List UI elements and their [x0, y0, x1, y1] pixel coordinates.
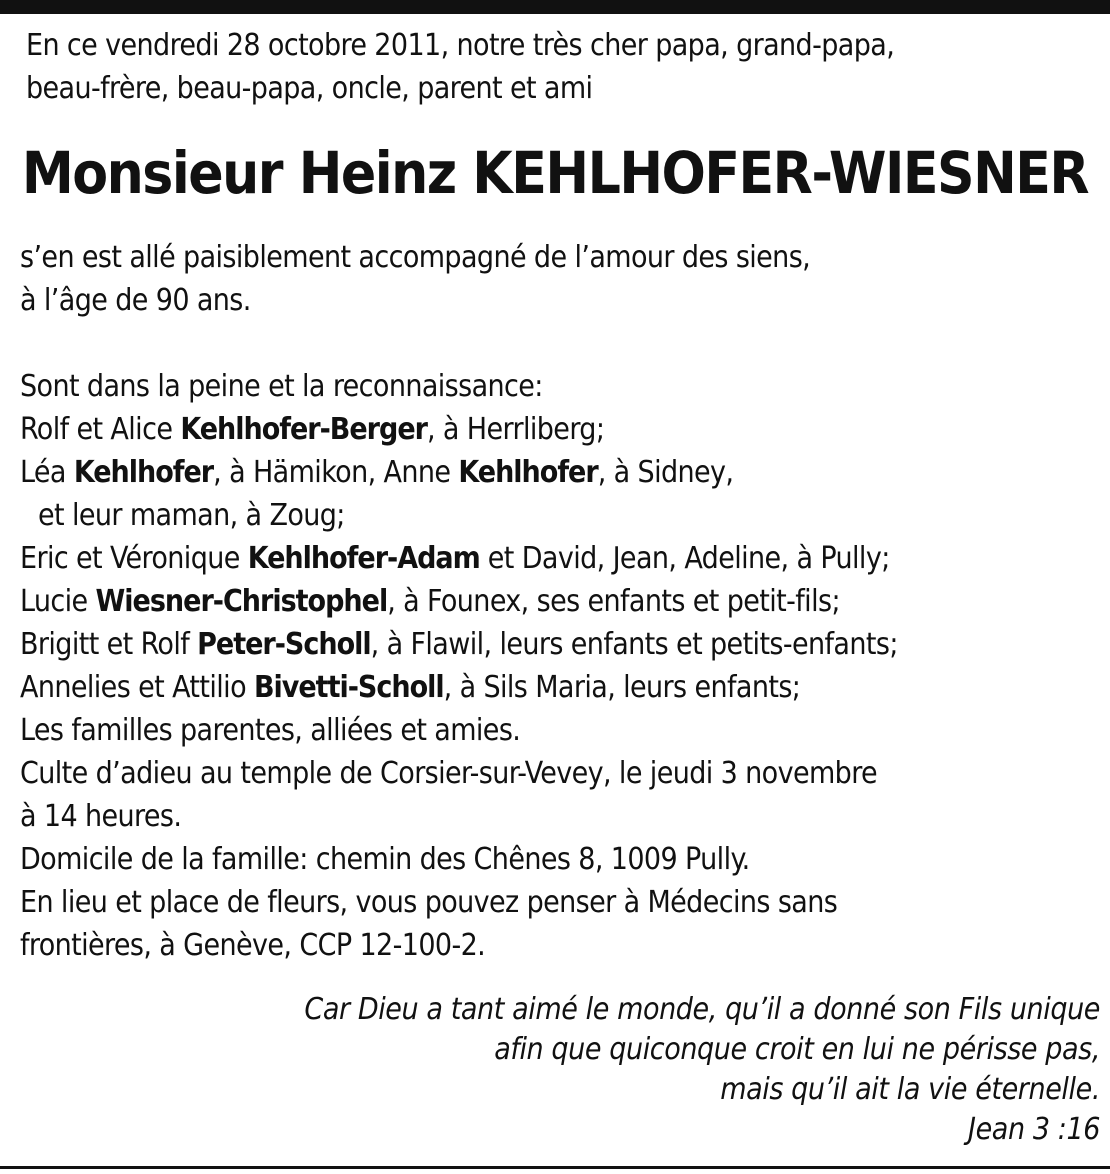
- mourner-line-6: [20, 666, 1105, 709]
- mourner-line-1: [20, 408, 1105, 451]
- intro-line-2: beau-frère, beau-papa, oncle, parent et ami: [26, 71, 593, 106]
- mourner-line-5: [20, 623, 1105, 666]
- mourner-text: , à Flawil, leurs enfants et petits-enfants;: [370, 627, 898, 662]
- quote-line-1: Car Dieu a tant aimé le monde, qu’il a donné son Fils unique: [304, 992, 1100, 1027]
- mourner-text: Brigitt et Rolf: [20, 627, 198, 662]
- mourner-line-4: [20, 580, 1105, 623]
- mourner-line-2: [20, 451, 1105, 494]
- passing-line-1: s’en est allé paisiblement accompagné de l’amour des siens,: [20, 240, 811, 275]
- spacer: [20, 322, 1105, 365]
- intro-line-1: En ce vendredi 28 octobre 2011, notre très cher papa, grand-papa,: [26, 28, 895, 63]
- mourner-family-name: Kehlhofer-Berger: [180, 412, 427, 447]
- bible-quote: [20, 990, 1100, 1150]
- quote-line-2: afin que quiconque croit en lui ne périsse pas,: [494, 1032, 1100, 1067]
- bottom-rule: [0, 1166, 1110, 1169]
- mourner-line-7: Les familles parentes, alliées et amies.: [20, 713, 521, 748]
- top-rule: [0, 0, 1110, 14]
- mourner-line-2-continued: et leur maman, à Zoug;: [38, 498, 345, 533]
- quote-line-3: mais qu’il ait la vie éternelle.: [720, 1072, 1100, 1107]
- quote-reference: Jean 3 :16: [968, 1112, 1100, 1147]
- donation-line-1: En lieu et place de fleurs, vous pouvez penser à Médecins sans: [20, 885, 838, 920]
- mourner-line-3: [20, 537, 1105, 580]
- passing-line-2: à l’âge de 90 ans.: [20, 283, 251, 318]
- mourner-text: Rolf et Alice: [20, 412, 181, 447]
- mourner-text: Lucie: [20, 584, 96, 619]
- donation-line-2: frontières, à Genève, CCP 12-100-2.: [20, 928, 486, 963]
- mourner-text: Léa: [20, 455, 74, 490]
- mourner-family-name: Kehlhofer-Adam: [247, 541, 480, 576]
- mourner-family-name: Kehlhofer: [458, 455, 598, 490]
- mourner-family-name: Wiesner-Christophel: [95, 584, 388, 619]
- announcement-body: [20, 236, 1105, 967]
- mourner-family-name: Kehlhofer: [73, 455, 214, 490]
- domicile-line: Domicile de la famille: chemin des Chênes 8, 1009 Pully.: [20, 842, 750, 877]
- mourner-family-name: Bivetti-Scholl: [253, 670, 444, 705]
- mourner-text: Eric et Véronique: [20, 541, 248, 576]
- service-line-1: Culte d’adieu au temple de Corsier-sur-Vevey, le jeudi 3 novembre: [20, 756, 878, 791]
- mourners-heading: Sont dans la peine et la reconnaissance:: [20, 369, 543, 404]
- mourner-text: , à Herrliberg;: [426, 412, 605, 447]
- mourner-text: Annelies et Attilio: [20, 670, 254, 705]
- mourner-text: , à Hämikon, Anne: [213, 455, 459, 490]
- mourner-text: , à Sidney,: [597, 455, 734, 490]
- mourner-text: , à Founex, ses enfants et petit-fils;: [387, 584, 840, 619]
- mourner-text: et David, Jean, Adeline, à Pully;: [479, 541, 890, 576]
- intro-text: [26, 26, 1106, 112]
- deceased-name: Monsieur Heinz KEHLHOFER-WIESNER: [21, 139, 1089, 207]
- mourner-text: , à Sils Maria, leurs enfants;: [443, 670, 801, 705]
- service-line-2: à 14 heures.: [20, 799, 182, 834]
- mourner-family-name: Peter-Scholl: [197, 627, 371, 662]
